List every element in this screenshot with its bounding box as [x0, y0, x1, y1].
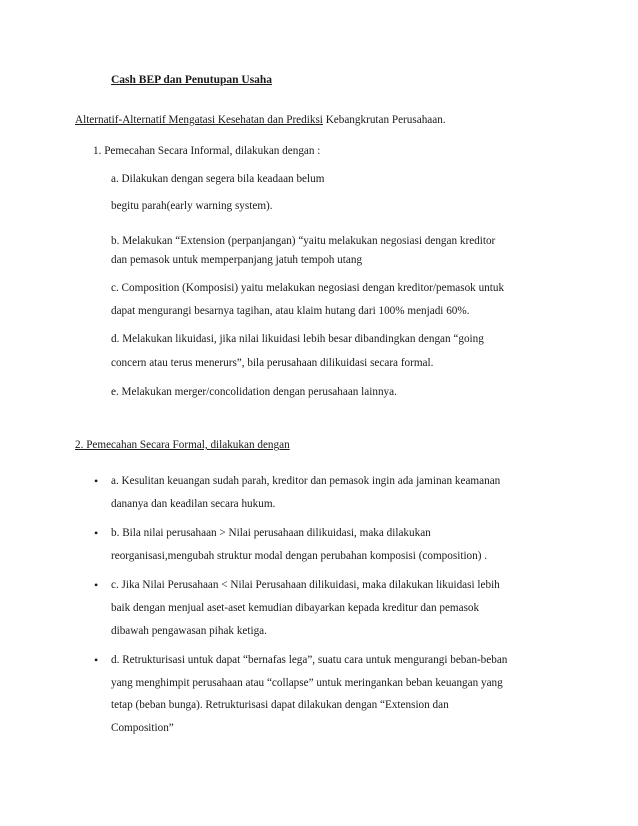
section1-item-b-line2: dan pemasok untuk memperpanjang jatuh tempoh utang: [111, 254, 363, 266]
document-title: Cash BEP dan Penutupan Usaha: [111, 74, 273, 86]
section2-item-d-line3: tetap (beban bunga). Retrukturisasi dapat dilakukan dengan “Extension dan: [111, 699, 449, 711]
bullet-icon: •: [94, 474, 99, 488]
section1-item-b-line1: b. Melakukan “Extension (perpanjangan) “yaitu melakukan negosiasi dengan kreditor: [111, 235, 496, 247]
section1-item-a-line2: begitu parah(early warning system).: [111, 200, 273, 212]
section2-item-b-line2: reorganisasi,mengubah struktur modal dengan perubahan komposisi (composition) .: [111, 550, 488, 562]
section1-item-a-line1: a. Dilakukan dengan segera bila keadaan belum: [111, 173, 325, 185]
section2-item-c-line3: dibawah pengawasan pihak ketiga.: [111, 625, 267, 637]
section2-item-a-line1: a. Kesulitan keuangan sudah parah, kreditor dan pemasok ingin ada jaminan keamanan: [111, 475, 501, 487]
section2-item-d-line4: Composition”: [111, 722, 174, 734]
bullet-icon: •: [94, 653, 99, 667]
section1-item-c-line1: c. Composition (Komposisi) yaitu melakukan negosiasi dengan kreditor/pemasok untuk: [111, 282, 505, 294]
section2-item-b-line1: b. Bila nilai perusahaan > Nilai perusahaan dilikuidasi, maka dilakukan: [111, 527, 431, 539]
section2-item-d-line2: yang menghimpit perusahaan atau “collapse” untuk meringankan beban keuangan yang: [111, 677, 503, 689]
section2-item-c-line2: baik dengan menjual aset-aset kemudian dibayarkan kepada kreditur dan pemasok: [111, 602, 480, 614]
section1-item-d-line2: concern atau terus menerurs”, bila perusahaan dilikuidasi secara formal.: [111, 357, 434, 369]
section1-item-c-line2: dapat mengurangi besarnya tagihan, atau klaim hutang dari 100% menjadi 60%.: [111, 305, 470, 317]
section2-item-d-line1: d. Retrukturisasi untuk dapat “bernafas lega”, suatu cara untuk mengurangi beban-beban: [111, 654, 508, 666]
section-heading-underlined: Alternatif-Alternatif Mengatasi Kesehatan dan Prediksi: [75, 114, 323, 126]
section1-title: 1. Pemecahan Secara Informal, dilakukan dengan :: [93, 145, 321, 157]
bullet-icon: •: [94, 526, 99, 540]
section2-item-a-line2: dananya dan keadilan secara hukum.: [111, 498, 276, 510]
section2-title: 2. Pemecahan Secara Formal, dilakukan dengan: [75, 439, 290, 451]
section-heading: [75, 112, 446, 128]
section1-item-d-line1: d. Melakukan likuidasi, jika nilai likuidasi lebih besar dibandingkan dengan “going: [111, 333, 484, 345]
bullet-icon: •: [94, 578, 99, 592]
section2-item-c-line1: c. Jika Nilai Perusahaan < Nilai Perusahaan dilikuidasi, maka dilakukan likuidasi lebih: [111, 579, 500, 591]
section-heading-rest: Kebangkrutan Perusahaan.: [322, 114, 446, 126]
section1-item-e: e. Melakukan merger/concolidation dengan perusahaan lainnya.: [111, 386, 397, 398]
